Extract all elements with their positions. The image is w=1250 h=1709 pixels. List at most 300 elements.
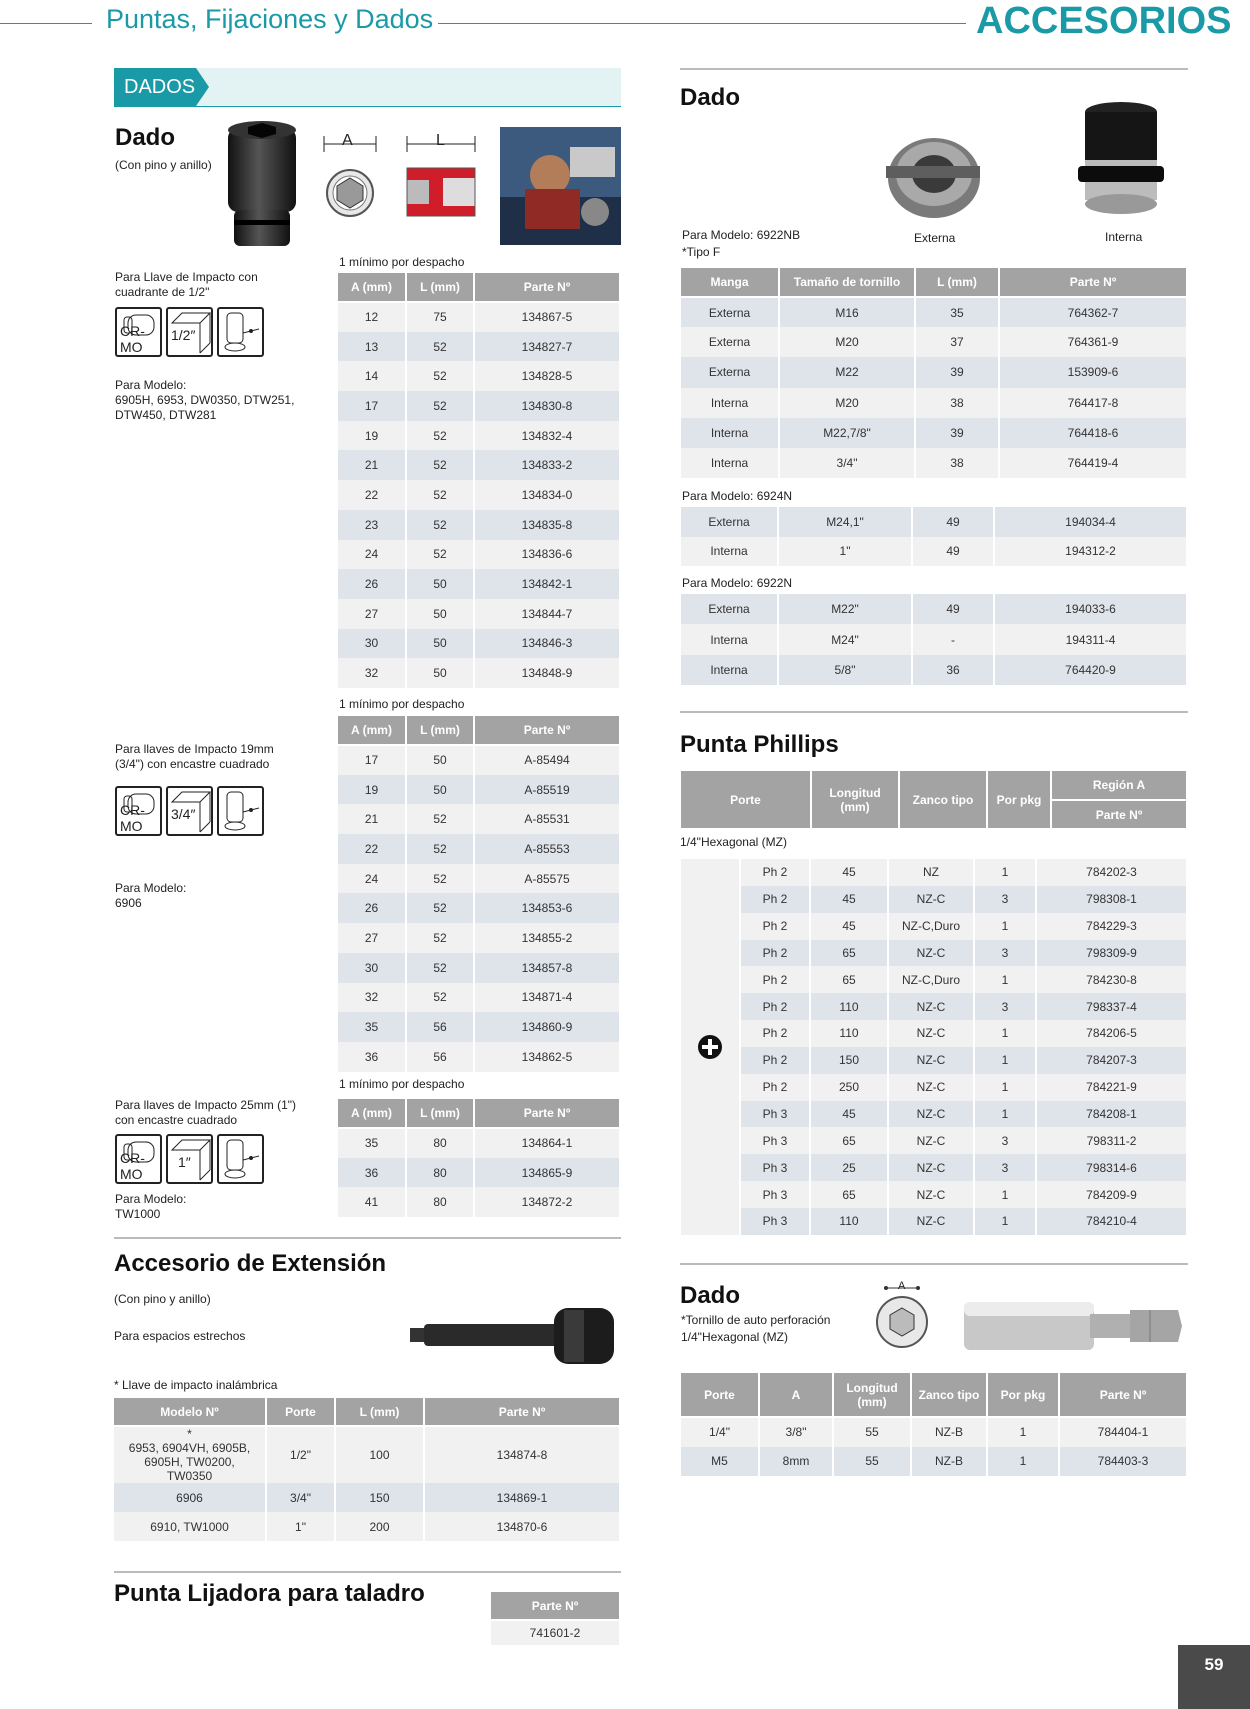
table-row: * 6953, 6904VH, 6905B, 6905H, TW0200, TW0350 1/2" 100 134874-8 (114, 1426, 620, 1483)
extension-desc: Para espacios estrechos (114, 1329, 246, 1343)
table-cell: 784403-3 (1059, 1447, 1187, 1477)
group3-model-label: Para Modelo: (115, 1192, 187, 1206)
table-row (681, 655, 1187, 685)
extension-bar-image (404, 1298, 622, 1366)
table-cell: 3 (974, 940, 1036, 967)
table-row (681, 327, 1187, 357)
page-title: Puntas, Fijaciones y Dados (106, 4, 434, 34)
table-cell: 27 (338, 599, 406, 629)
lijadora-table (491, 1592, 621, 1645)
col-l: L (mm) (406, 273, 474, 302)
extension-table (114, 1398, 621, 1541)
table-cell: Interna (681, 655, 778, 685)
table-cell: 52 (406, 864, 474, 894)
table-cell: 65 (810, 940, 888, 967)
table-cell: NZ (888, 859, 974, 886)
table-row (338, 480, 620, 510)
table-row (338, 804, 620, 834)
group1-models: 6905H, 6953, DW0350, DTW251, DTW450, DTW281 (115, 393, 295, 422)
table-cell: 17 (338, 745, 406, 775)
col-model: Modelo Nº (114, 1398, 266, 1426)
table-cell: M22" (778, 594, 912, 624)
dado2-tipo: *Tipo F (682, 245, 721, 259)
header-rule-right (438, 23, 966, 24)
table-cell: 784229-3 (1036, 913, 1187, 940)
extension-title: Accesorio de Extensión (114, 1250, 387, 1277)
table-cell: 80 (406, 1128, 474, 1158)
dado3-desc1: *Tornillo de auto perforación (681, 1313, 831, 1327)
table-cell: 134828-5 (474, 361, 620, 391)
table-cell: M16 (779, 297, 915, 327)
table-cell: 134833-2 (474, 450, 620, 480)
dado2-table-6922n (681, 594, 1188, 685)
table-cell: 19 (338, 775, 406, 805)
table-cell: Ph 2 (741, 1074, 810, 1101)
table-cell: 3 (974, 886, 1036, 913)
table-row (681, 388, 1187, 418)
table-cell: A-85494 (474, 745, 620, 775)
table-cell: 1 (974, 1047, 1036, 1074)
table-cell: 50 (406, 745, 474, 775)
table-cell: 49 (912, 537, 994, 567)
table-cell: NZ-C (888, 1074, 974, 1101)
dado2-table-main (681, 268, 1188, 478)
table-cell: NZ-B (911, 1447, 987, 1477)
table-row (741, 1181, 1187, 1208)
dado2-model: Para Modelo: 6922NB (682, 228, 801, 242)
table-cell: NZ-C (888, 1181, 974, 1208)
table-cell: Externa (681, 297, 779, 327)
table-cell: 798337-4 (1036, 993, 1187, 1020)
table-cell: 23 (338, 510, 406, 540)
table-row (338, 953, 620, 983)
crmo-icon: CR-MO (115, 307, 162, 357)
table-row (741, 1154, 1187, 1181)
table-row (741, 1047, 1187, 1074)
table-row (338, 893, 620, 923)
table-cell: 250 (810, 1074, 888, 1101)
table-cell: 38 (915, 448, 999, 478)
internal-socket-image (1076, 100, 1166, 224)
table-cell: NZ-C (888, 1020, 974, 1047)
table-cell: 30 (338, 629, 406, 659)
table-row (338, 1158, 620, 1188)
table-cell: A-85519 (474, 775, 620, 805)
table-cell: 13 (338, 332, 406, 362)
phillips-table (741, 859, 1188, 1235)
group2-desc: Para llaves de Impacto 19mm (3/4") con encastre cuadrado (115, 742, 274, 771)
col-tamano: Tamaño de tornillo (779, 268, 915, 297)
table-row: 741601-2 (491, 1620, 620, 1645)
table-row (338, 745, 620, 775)
table-row (338, 421, 620, 451)
group2-models: 6906 (115, 896, 142, 910)
table-row (338, 569, 620, 599)
dim-l-label: L (436, 132, 445, 149)
table-cell: 30 (338, 953, 406, 983)
table-cell: 134836-6 (474, 540, 620, 570)
table-cell: 52 (406, 391, 474, 421)
table-cell: 45 (810, 859, 888, 886)
table-cell: 26 (338, 569, 406, 599)
table-cell: 55 (833, 1417, 911, 1447)
dado-subtitle: (Con pino y anillo) (115, 158, 212, 172)
table-cell: Ph 2 (741, 886, 810, 913)
table-cell: 1 (974, 966, 1036, 993)
table-cell: 1 (974, 859, 1036, 886)
table-cell: 3 (974, 1154, 1036, 1181)
table-cell: 764419-4 (999, 448, 1187, 478)
col-manga: Manga (681, 268, 779, 297)
table-cell: 134871-4 (474, 983, 620, 1013)
group2-model-label: Para Modelo: (115, 881, 187, 895)
table-cell: 41 (338, 1187, 406, 1217)
table-cell: NZ-C (888, 1047, 974, 1074)
group3-note: 1 mínimo por despacho (339, 1077, 465, 1091)
table-cell: 798309-9 (1036, 940, 1187, 967)
col-part: Parte Nº (474, 1099, 620, 1128)
table-cell: 764361-9 (999, 327, 1187, 357)
table-cell: 50 (406, 629, 474, 659)
table-cell: 134872-2 (474, 1187, 620, 1217)
table-cell: 12 (338, 302, 406, 332)
table-cell: NZ-C,Duro (888, 913, 974, 940)
table-cell: Externa (681, 357, 779, 387)
table-row (741, 940, 1187, 967)
table-cell: 80 (406, 1158, 474, 1188)
table-cell: 52 (406, 983, 474, 1013)
table-cell: Externa (681, 327, 779, 357)
table-cell: 52 (406, 893, 474, 923)
table-cell: 1" (778, 537, 912, 567)
table-cell: 65 (810, 1181, 888, 1208)
table-cell: 22 (338, 834, 406, 864)
col-pkg: Por pkg (987, 1373, 1059, 1417)
table-row: 6906 3/4" 150 134869-1 (114, 1483, 620, 1512)
col-porte: Porte (681, 771, 811, 829)
header-rule-left (0, 23, 92, 24)
socket-table-half-inch (338, 273, 621, 688)
table-cell: Ph 2 (741, 993, 810, 1020)
col-longitud: Longitud (mm) (833, 1373, 911, 1417)
table-cell: 150 (810, 1047, 888, 1074)
table-row (338, 923, 620, 953)
table-cell: 45 (810, 886, 888, 913)
table-row (338, 391, 620, 421)
dado2-table-6924n (681, 507, 1188, 566)
table-cell: Ph 3 (741, 1101, 810, 1128)
col-part: Parte Nº (491, 1592, 620, 1620)
col-porte: Porte (681, 1373, 759, 1417)
table-cell: 65 (810, 1127, 888, 1154)
table-cell: 764418-6 (999, 418, 1187, 448)
mechanic-photo (500, 127, 621, 245)
table-row (741, 886, 1187, 913)
table-cell: NZ-B (911, 1417, 987, 1447)
table-row (681, 357, 1187, 387)
table-cell: 134860-9 (474, 1012, 620, 1042)
table-cell: 17 (338, 391, 406, 421)
table-cell: NZ-C (888, 1208, 974, 1235)
table-cell: 45 (810, 1101, 888, 1128)
dado2-group3-label: Para Modelo: 6922N (682, 576, 793, 590)
table-row (338, 1187, 620, 1217)
table-cell: Ph 2 (741, 913, 810, 940)
dado3-title: Dado (680, 1282, 740, 1309)
table-cell: 3 (974, 993, 1036, 1020)
table-cell: Ph 3 (741, 1208, 810, 1235)
table-cell: Ph 2 (741, 1047, 810, 1074)
table-cell: Ph 3 (741, 1181, 810, 1208)
crmo-icon: CR-MO (115, 786, 162, 836)
table-row (338, 510, 620, 540)
table-cell: 25 (810, 1154, 888, 1181)
table-cell: 134862-5 (474, 1042, 620, 1072)
table-cell: 1 (974, 1074, 1036, 1101)
table-cell: 52 (406, 361, 474, 391)
table-row (741, 966, 1187, 993)
table-cell: 784202-3 (1036, 859, 1187, 886)
banner-label: DADOS (124, 76, 196, 98)
table-cell: Ph 2 (741, 1020, 810, 1047)
table-cell: NZ-C (888, 940, 974, 967)
table-cell: 52 (406, 510, 474, 540)
table-cell: 36 (912, 655, 994, 685)
table-cell: 35 (338, 1128, 406, 1158)
table-cell: 110 (810, 1208, 888, 1235)
divider (680, 711, 1188, 713)
table-cell: 24 (338, 864, 406, 894)
table-cell: 8mm (759, 1447, 833, 1477)
table-cell: 50 (406, 569, 474, 599)
table-cell: 14 (338, 361, 406, 391)
table-cell: 1 (974, 1208, 1036, 1235)
table-cell: 75 (406, 302, 474, 332)
table-cell: 134835-8 (474, 510, 620, 540)
col-part: Parte Nº (474, 273, 620, 302)
table-cell: 134864-1 (474, 1128, 620, 1158)
table-cell: 56 (406, 1042, 474, 1072)
group1-desc: Para Llave de Impacto con cuadrante de 1/2" (115, 270, 258, 299)
table-row (338, 599, 620, 629)
table-row (338, 658, 620, 688)
table-cell: 134853-6 (474, 893, 620, 923)
page-number: 59 (1178, 1645, 1250, 1709)
external-socket-image (882, 130, 984, 224)
table-cell: 50 (406, 599, 474, 629)
dado3-dim-a: A (898, 1280, 906, 1292)
group3-desc: Para llaves de Impacto 25mm (1") con encastre cuadrado (115, 1098, 296, 1127)
col-part: Parte Nº (1059, 1373, 1187, 1417)
dado3-desc2: 1/4"Hexagonal (MZ) (681, 1330, 788, 1344)
col-part: Parte Nº (474, 716, 620, 745)
table-row (338, 775, 620, 805)
table-row: 6910, TW1000 1" 200 134870-6 (114, 1512, 620, 1541)
table-cell: 5/8" (778, 655, 912, 685)
col-a: A (759, 1373, 833, 1417)
table-cell: 1/4" (681, 1417, 759, 1447)
table-cell: 52 (406, 332, 474, 362)
drive-square-icon: 3/4″ (166, 786, 213, 836)
label-internal: Interna (1105, 230, 1143, 244)
table-cell: 784206-5 (1036, 1020, 1187, 1047)
divider (114, 1571, 621, 1573)
extension-subtitle: (Con pino y anillo) (114, 1292, 211, 1306)
divider (114, 1237, 621, 1239)
table-cell: NZ-C,Duro (888, 966, 974, 993)
table-cell: M20 (779, 327, 915, 357)
table-cell: Interna (681, 388, 779, 418)
table-cell: 798311-2 (1036, 1127, 1187, 1154)
col-region: Región A (1051, 771, 1187, 800)
col-part: Parte Nº (1051, 800, 1187, 829)
table-cell: 1 (974, 913, 1036, 940)
table-cell: 784209-9 (1036, 1181, 1187, 1208)
table-row (681, 537, 1187, 567)
dado2-title: Dado (680, 84, 740, 111)
impact-socket-image (224, 120, 300, 255)
table-cell: 50 (406, 775, 474, 805)
col-l: L (mm) (915, 268, 999, 297)
table-row (338, 332, 620, 362)
table-cell: 37 (915, 327, 999, 357)
table-cell: 32 (338, 983, 406, 1013)
table-row (681, 418, 1187, 448)
divider (680, 68, 1188, 70)
table-cell: 764420-9 (994, 655, 1187, 685)
drive-square-icon: 1″ (166, 1134, 213, 1184)
table-cell: 36 (338, 1042, 406, 1072)
table-cell: 784230-8 (1036, 966, 1187, 993)
group2-note: 1 mínimo por despacho (339, 697, 465, 711)
table-cell: 134865-9 (474, 1158, 620, 1188)
table-cell: 784210-4 (1036, 1208, 1187, 1235)
dado3-table (681, 1373, 1188, 1476)
table-cell: 134857-8 (474, 953, 620, 983)
table-cell: 21 (338, 450, 406, 480)
table-row (338, 450, 620, 480)
table-row (338, 864, 620, 894)
col-zanco: Zanco tipo (911, 1373, 987, 1417)
table-row (741, 1020, 1187, 1047)
table-cell: 134830-8 (474, 391, 620, 421)
table-row (338, 983, 620, 1013)
table-cell: 80 (406, 1187, 474, 1217)
table-cell: 56 (406, 1012, 474, 1042)
table-cell: 3/8" (759, 1417, 833, 1447)
crmo-icon: CR-MO (115, 1134, 162, 1184)
table-cell: Interna (681, 418, 779, 448)
table-row (681, 507, 1187, 537)
table-cell: 32 (338, 658, 406, 688)
table-cell: 194034-4 (994, 507, 1187, 537)
table-cell: 134848-9 (474, 658, 620, 688)
table-cell: 134834-0 (474, 480, 620, 510)
col-part: Parte Nº (424, 1398, 620, 1426)
table-cell: 110 (810, 993, 888, 1020)
table-cell: 49 (912, 507, 994, 537)
table-cell: Externa (681, 507, 778, 537)
dim-a-label: A (342, 132, 353, 149)
table-cell: Ph 2 (741, 940, 810, 967)
table-row (741, 1127, 1187, 1154)
table-row (338, 1128, 620, 1158)
table-cell: 52 (406, 923, 474, 953)
label-external: Externa (914, 231, 956, 245)
table-cell: 38 (915, 388, 999, 418)
table-cell: Ph 3 (741, 1154, 810, 1181)
magnetic-socket-image (960, 1296, 1186, 1356)
table-cell: 134867-5 (474, 302, 620, 332)
table-cell: Interna (681, 537, 778, 567)
table-row (741, 1101, 1187, 1128)
col-pkg: Por pkg (987, 771, 1051, 829)
table-cell: M22 (779, 357, 915, 387)
table-row (338, 361, 620, 391)
table-cell: 65 (810, 966, 888, 993)
drive-square-icon: 1/2″ (166, 307, 213, 357)
table-cell: 35 (338, 1012, 406, 1042)
table-row (338, 302, 620, 332)
group1-note: 1 mínimo por despacho (339, 255, 465, 269)
col-l: L (mm) (335, 1398, 424, 1426)
ring-pin-icon (217, 786, 264, 836)
col-l: L (mm) (406, 716, 474, 745)
table-cell: 52 (406, 421, 474, 451)
col-porte: Porte (266, 1398, 335, 1426)
table-cell: 194312-2 (994, 537, 1187, 567)
table-cell: Ph 2 (741, 859, 810, 886)
table-cell: M22,7/8" (779, 418, 915, 448)
phillips-cross-icon (697, 1034, 723, 1060)
table-cell: NZ-C (888, 993, 974, 1020)
table-cell: 52 (406, 480, 474, 510)
table-cell: 1 (987, 1417, 1059, 1447)
table-row (681, 448, 1187, 478)
table-cell: 50 (406, 658, 474, 688)
phillips-title: Punta Phillips (680, 731, 839, 758)
table-cell: - (912, 624, 994, 654)
table-row (681, 1417, 1187, 1447)
col-l: L (mm) (406, 1099, 474, 1128)
table-row (741, 913, 1187, 940)
table-cell: 1 (974, 1101, 1036, 1128)
table-cell: 36 (338, 1158, 406, 1188)
ring-pin-icon (217, 1134, 264, 1184)
table-row (681, 297, 1187, 327)
table-cell: 1 (974, 1181, 1036, 1208)
table-cell: 134827-7 (474, 332, 620, 362)
group1-model-label: Para Modelo: (115, 378, 187, 392)
table-row (338, 629, 620, 659)
table-row (338, 1042, 620, 1072)
socket-table-three-quarter (338, 716, 621, 1072)
table-cell: 55 (833, 1447, 911, 1477)
table-cell: 764362-7 (999, 297, 1187, 327)
table-cell: 110 (810, 1020, 888, 1047)
table-cell: Externa (681, 594, 778, 624)
table-cell: 798314-6 (1036, 1154, 1187, 1181)
dado2-group2-label: Para Modelo: 6924N (682, 489, 793, 503)
category-title: ACCESORIOS (976, 0, 1232, 42)
table-cell: 49 (912, 594, 994, 624)
table-cell: 194311-4 (994, 624, 1187, 654)
table-cell: 784404-1 (1059, 1417, 1187, 1447)
table-row (338, 1012, 620, 1042)
table-cell: 134842-1 (474, 569, 620, 599)
table-row (681, 624, 1187, 654)
table-cell: 52 (406, 540, 474, 570)
